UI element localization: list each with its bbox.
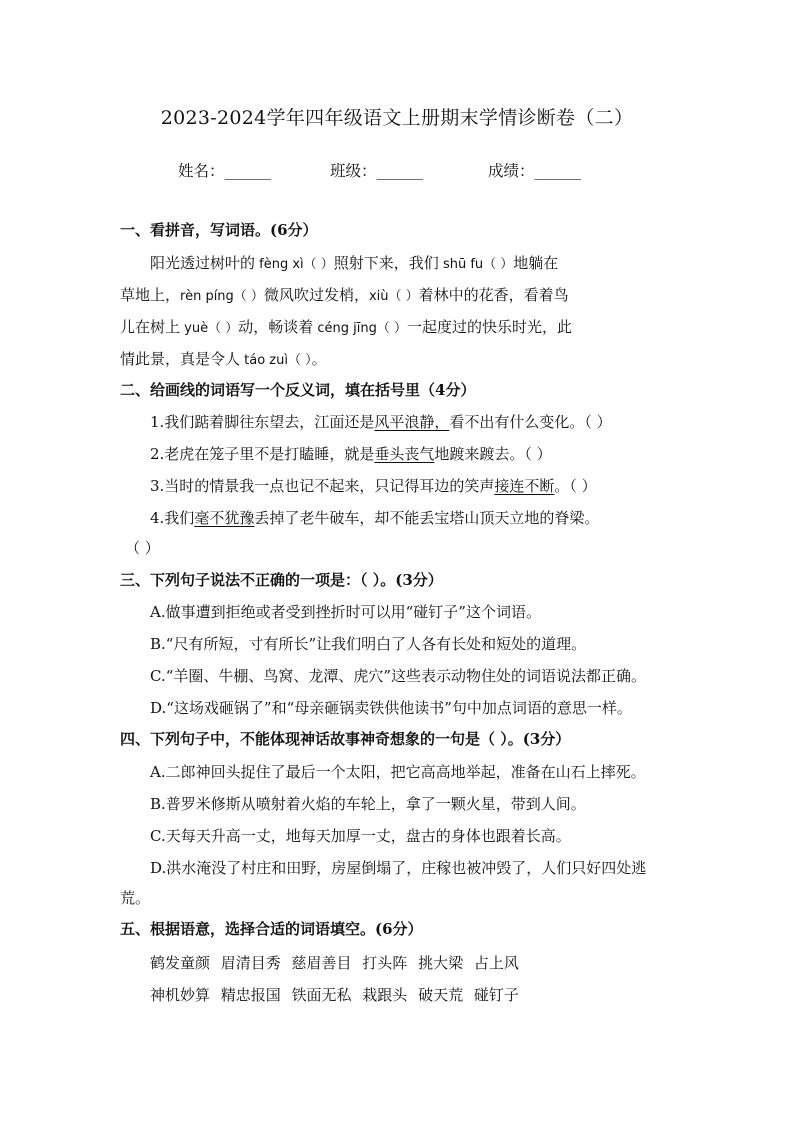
s4-option-d: D.洪水淹没了村庄和田野，房屋倒塌了，庄稼也被冲毁了，人们只好四处逃 [150,859,647,877]
s1-text: 草地上， [120,286,181,304]
score-field[interactable]: 成绩：______ [488,162,582,180]
section-3-heading: 三、下列句子说法不正确的一项是：（ ）。(3分） [120,571,443,589]
question-text: 4.我们 [150,509,195,527]
s4-option-c: C.天每天升高一丈，地每天加厚一丈，盘古的身体也跟着长高。 [150,827,571,845]
answer-bracket[interactable]: 看不出有什么变化。（ ） [449,413,612,431]
s2-question-1 [150,411,710,432]
s1-line-2 [120,284,680,305]
s2-question-2 [150,443,710,464]
underlined-word: 毫不犹豫 [194,509,255,527]
s1-text: 情此景，真是令人 [120,350,241,368]
pinyin-blank[interactable]: táo zuì（ ） [240,353,312,368]
s3-option-c: C.“羊圈、牛棚、鸟窝、龙潭、虎穴”这些表示动物住处的词语说法都正确。 [150,667,647,685]
page-title: 2023-2024学年四年级语文上册期末学情诊断卷（二） [160,107,634,129]
pinyin-blank[interactable]: yuè（ ） [180,321,239,336]
s1-text: 动，畅谈着 [238,318,314,336]
s3-option-b: B.“尺有所短，寸有所长”让我们明白了人各有长处和短处的道理。 [150,635,587,653]
s2-question-4-bracket[interactable]: （ ） [125,539,160,557]
pinyin-blank[interactable]: rèn píng（ ） [180,289,264,304]
word-bank-row-2: 神机妙算 精忠报国 铁面无私 栽跟头 破天荒 碰钉子 [150,986,519,1004]
s2-question-3 [150,475,710,496]
pinyin-blank[interactable]: shū fu（ ） [438,257,514,272]
s1-line-3 [120,316,680,337]
question-text: 1.我们踮着脚往东望去，江面还是 [150,413,375,431]
s1-text: 地躺在 [513,254,559,272]
question-text: 3.当时的情景我一点也记不起来，只记得耳边的笑声 [150,477,495,495]
answer-bracket[interactable]: 。（ ） [554,477,597,495]
underlined-word: 接连不断 [494,477,555,495]
section-4-heading: 四、下列句子中，不能体现神话故事神奇想象的一句是（ ）。(3分） [120,730,571,748]
class-field[interactable]: 班级：______ [330,162,424,180]
pinyin-blank[interactable]: fèng xì（ ） [255,257,334,272]
pinyin-blank[interactable]: xiù（ ） [368,289,419,304]
underlined-word: 风平浪静， [374,413,450,431]
s1-text: 阳光透过树叶的 [150,254,256,272]
section-1-heading: 一、看拼音，写词语。(6分） [120,221,318,239]
s1-text: 照射下来，我们 [333,254,439,272]
section-5-heading: 五、根据语意，选择合适的词语填空。(6分） [120,920,423,938]
s4-option-b: B.普罗米修斯从喷射着火焰的车轮上，拿了一颗火星，带到人间。 [150,795,586,813]
question-text: 2.老虎在笼子里不是打瞌睡，就是 [150,445,375,463]
underlined-word: 垂头丧气 [374,445,435,463]
s1-text: 一起度过的快乐时光，此 [406,318,572,336]
s1-text: 微风吹过发梢， [263,286,369,304]
pinyin-blank[interactable]: céng jīng（ ） [313,321,407,336]
s4-option-d-cont: 荒。 [120,889,151,907]
question-text: 丢掉了老牛破车，却不能丢宝塔山顶天立地的脊梁。 [254,509,600,527]
s1-text: 儿在树上 [120,318,181,336]
answer-bracket[interactable]: 地踱来踱去。（ ） [434,445,552,463]
s1-text: 着林中的花香，看着鸟 [418,286,569,304]
s1-text: 。 [311,350,327,368]
s3-option-d: D.“这场戏砸锅了”和“母亲砸锅卖铁供他读书”句中加点词语的意思一样。 [150,699,632,717]
s2-question-4 [150,507,710,528]
word-bank-row-1: 鹤发童颜 眉清目秀 慈眉善目 打头阵 挑大梁 占上风 [150,954,519,972]
s4-option-a: A.二郎神回头捉住了最后一个太阳，把它高高地举起，准备在山石上摔死。 [150,763,646,781]
section-2-heading: 二、给画线的词语写一个反义词，填在括号里（4分） [120,381,476,399]
name-field[interactable]: 姓名：______ [178,162,272,180]
s3-option-a: A.做事遭到拒绝或者受到挫折时可以用“碰钉子”这个词语。 [150,603,541,621]
s1-line-4 [120,348,680,369]
s1-line-1 [150,252,710,273]
